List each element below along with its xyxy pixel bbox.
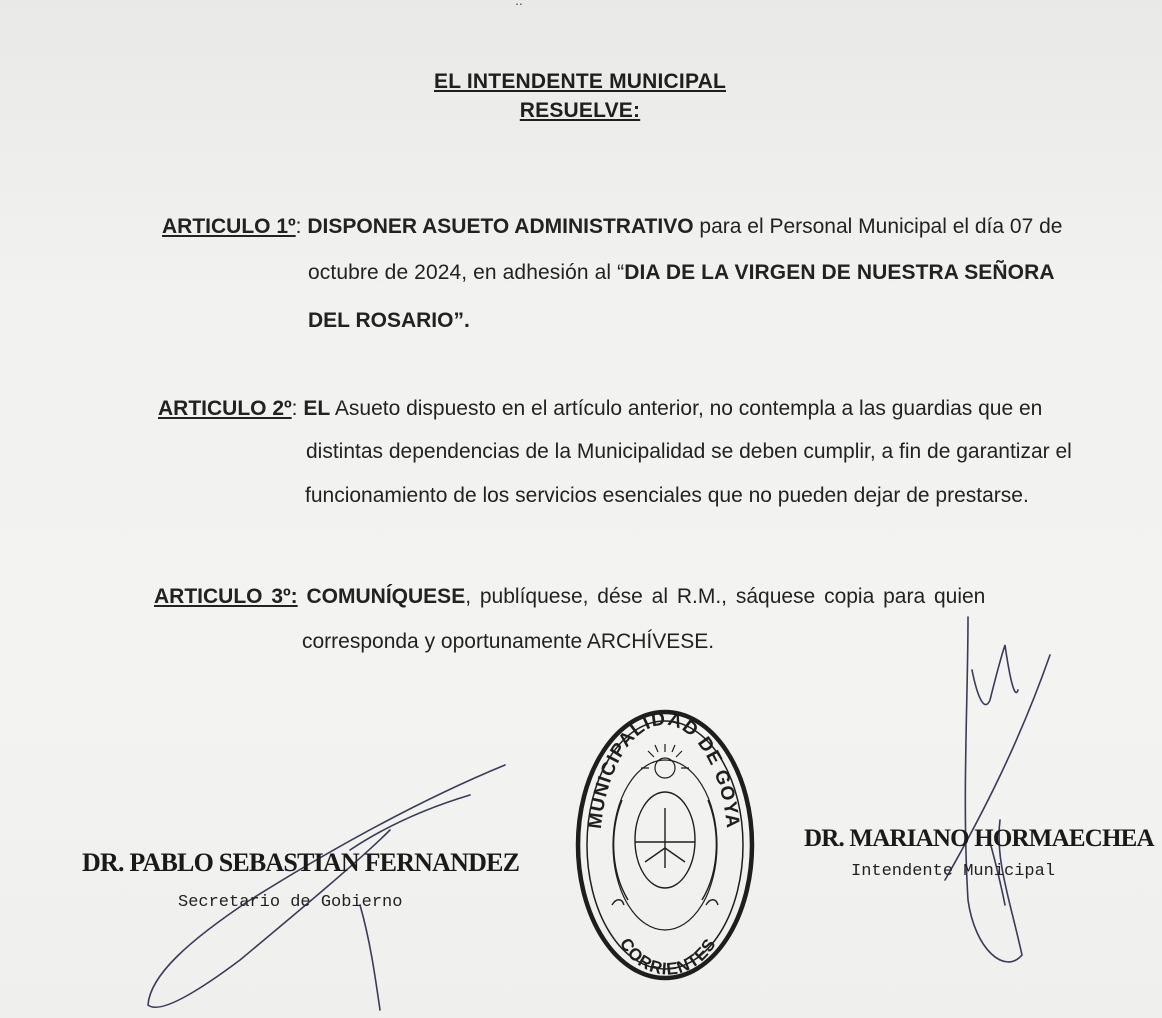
signatory-left-role: Secretario de Gobierno <box>178 893 403 912</box>
article-1-lead: DISPONER ASUETO ADMINISTRATIVO <box>307 215 694 238</box>
header-resolves: RESUELVE: <box>519 99 641 122</box>
signatory-right-name: DR. MARIANO HORMAECHEA <box>804 825 1154 852</box>
top-mark: .. <box>515 0 523 8</box>
article-2-label: ARTICULO 2º <box>158 397 292 420</box>
svg-text:MUNICIPALIDAD DE GOYA: MUNICIPALIDAD DE GOYA <box>584 708 744 830</box>
article-2-lead: EL <box>303 397 331 420</box>
svg-text:CORRIENTES: CORRIENTES <box>615 934 721 979</box>
signatory-left-name: DR. PABLO SEBASTIAN FERNANDEZ <box>82 848 520 877</box>
article-3-lead: COMUNÍQUESE <box>306 585 466 608</box>
article-1-label: ARTICULO 1º <box>162 215 296 238</box>
document-page: .. EL INTENDENTE MUNICIPAL RESUELVE: ARTICULO 1º: DISPONER ASUETO ADMINISTRATIVO para el Personal Municipal el día 07 de octubre de 2024, en adhesión al “DIA DE LA VIRGEN DE NUESTRA SEÑORA DEL ROSARIO”. ARTICULO 2º: EL Asueto dispuesto en el artículo anterior, no contempla a las guardias que en distintas dependencias de la Municipalidad se deben cumplir, a fin de garantizar el funcionamiento de los servicios esenciales que no pueden dejar de prestarse. ARTICULO 3º: COMUNÍQUESE, publíquese, dése al R.M., sáquese copia para quien corresponda y oportunamente ARCHÍVESE. DR. PABLO SEBASTIAN FERNANDEZ Secretario de Gobierno DR. MARIANO HORMAECHEA Intendente Municipal MUNICIPALIDAD DE GOYA CORRIENTES <box>0 0 1162 1018</box>
article-3-label: ARTICULO 3º: <box>154 585 298 608</box>
header-title: EL INTENDENTE MUNICIPAL <box>434 70 726 93</box>
signatory-right-role: Intendente Municipal <box>851 862 1056 881</box>
